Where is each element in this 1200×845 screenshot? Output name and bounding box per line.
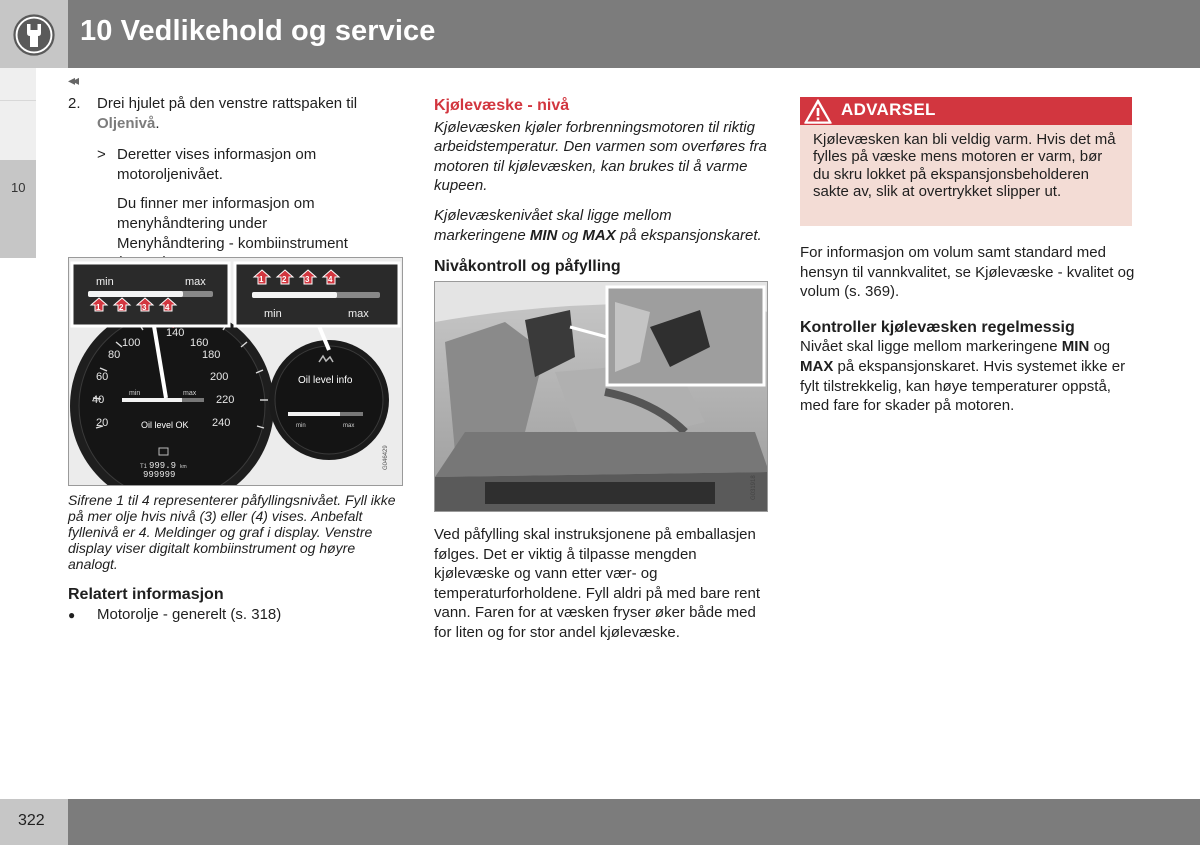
speed-label-200: 200: [210, 371, 229, 383]
callout-left-min: min: [96, 276, 114, 288]
menu-info-text[interactable]: Du finner mer informasjon om menyhåndtering under Menyhåndtering - kombiinstrument: [117, 195, 348, 252]
inner-min-label: min: [129, 390, 141, 397]
callout-left-fill: [88, 291, 183, 297]
page-number: 322: [18, 812, 45, 829]
bullet-icon: ●: [68, 608, 76, 622]
level-text-b: på ekspansjonskaret.: [619, 226, 762, 244]
check-max: MAX: [800, 357, 834, 375]
speed-label-40: 40: [92, 394, 105, 406]
level-marker-3: 3: [142, 303, 147, 312]
coolant-heading: Kjølevæske - nivå: [434, 97, 570, 114]
speed-label-20: 20: [96, 417, 109, 429]
round-min-label: min: [296, 423, 306, 429]
callout-right-min: min: [264, 308, 282, 320]
inner-max-label: max: [183, 390, 197, 397]
related-info-heading: Relatert informasjon: [68, 586, 224, 603]
coolant-level-text: [434, 206, 764, 245]
digital-level-callout: [72, 263, 229, 326]
coolant-quality-info[interactable]: For informasjon om volum samt standard med hensyn til vannkvalitet, se Kjølevæske - kvalitet og volum (s. 369).: [800, 244, 1135, 301]
round-level-fill: [288, 412, 340, 416]
speed-label-100: 100: [122, 337, 141, 349]
callout-right-max: max: [348, 308, 369, 320]
check-text-b: på ekspansjonskaret. Hvis systemet ikke er fylt tilstrekkelig, kan høye temperaturer oppstå, med fare for skader på motoren.: [800, 357, 1126, 415]
trip-unit: km: [180, 464, 187, 470]
side-divider: [0, 100, 36, 101]
figure-caption: Sifrene 1 til 4 representerer påfyllingsnivået. Fyll ikke på mer olje hvis nivå (3) eller (4) vises. Anbefalt fyllenivå er 4. Meldinger og graf i display. Venstre display viser digitalt kombiinstrument og høyre analogt.: [68, 492, 396, 572]
chapter-tab[interactable]: [0, 160, 36, 258]
column-left: [68, 94, 403, 273]
sub-step: [68, 145, 403, 184]
level-marker-1: 1: [259, 275, 264, 284]
level-text-a: Kjølevæskenivået skal ligge mellom markeringene: [434, 206, 672, 244]
column-middle: [434, 94, 770, 277]
level-marker-3: 3: [305, 275, 310, 284]
engine-bay-figure: [434, 281, 768, 512]
warning-text: Kjølevæsken kan bli veldig varm. Hvis det må fylles på væske mens motoren er varm, bør du skru lokket på ekspansjonsbeholderen sakte av, slik at overtrykket slipper ut.: [813, 131, 1116, 201]
instrument-figure: [68, 257, 403, 486]
callout-right-fill: [252, 292, 337, 298]
instrument-illustration: [69, 258, 402, 485]
analog-level-callout: [235, 263, 399, 326]
coolant-intro: Kjølevæsken kjøler forbrenningsmotoren til riktig arbeidstemperatur. Den varmen som overføres fra motoren til kjølevæsken, kan brukes til å varme kupeen.: [434, 118, 767, 195]
sub-step-text: Deretter vises informasjon om motoroljenivået.: [117, 146, 317, 183]
regular-check-text: [800, 337, 1135, 415]
level-marker-2: 2: [119, 303, 124, 312]
speed-label-220: 220: [216, 394, 235, 406]
chapter-icon-box: [0, 0, 68, 68]
oil-level-link[interactable]: Oljenivå: [97, 114, 156, 132]
check-text-a: Nivået skal ligge mellom markeringene: [800, 338, 1058, 356]
radiator-frame: [435, 432, 768, 477]
filling-instructions: Ved påfylling skal instruksjonene på emballasjen følges. Det er viktig å tilpasse mengden kjølevæske og vann etter vær- og temperaturforholdene. Fyll aldri på med bare rent vann. Faren for at væsken fryser øker både med for liten og for stor andel kjølevæske.: [434, 526, 761, 641]
step-text: [97, 94, 357, 133]
warning-header: [800, 97, 1132, 125]
warning-label: ADVARSEL: [841, 100, 936, 119]
column-right: [800, 243, 1135, 416]
speed-label-140: 140: [166, 327, 185, 339]
step-item: [68, 94, 403, 133]
analog-info-display: [269, 340, 389, 460]
column-middle-body: [434, 525, 770, 643]
level-og: og: [561, 226, 579, 244]
regular-check-heading: Kontroller kjølevæsken regelmessig: [800, 318, 1075, 336]
odometer-value: 999999: [143, 470, 176, 480]
related-link[interactable]: Motorolje - generelt (s. 318): [97, 606, 282, 623]
callout-left-max: max: [185, 276, 206, 288]
warning-triangle-icon: [803, 98, 833, 125]
result-marker: >: [97, 146, 106, 164]
trip-value: 999.9: [149, 461, 177, 471]
speed-label-160: 160: [190, 337, 209, 349]
footer-bar: [68, 799, 1200, 845]
level-marker-4: 4: [165, 303, 170, 312]
warning-box: [800, 97, 1132, 226]
chapter-title: 10 Vedlikehold og service: [80, 15, 436, 47]
level-marker-4: 4: [328, 275, 333, 284]
level-marker-1: 1: [96, 303, 101, 312]
check-og: og: [1093, 338, 1111, 356]
level-min: MIN: [529, 226, 558, 244]
level-max: MAX: [582, 226, 616, 244]
figure-code: G046429: [383, 445, 389, 470]
check-min: MIN: [1061, 338, 1090, 356]
grille: [485, 482, 715, 504]
step-text-end: .: [155, 114, 160, 132]
oil-level-ok-text: Oil level OK: [141, 420, 189, 430]
speed-label-80: 80: [108, 349, 121, 361]
wrench-icon: [13, 14, 55, 56]
speed-label-240: 240: [212, 417, 231, 429]
back-arrows-icon[interactable]: ◂◂: [68, 72, 77, 88]
oil-level-info-text: Oil level info: [298, 375, 353, 386]
speed-label-180: 180: [202, 349, 221, 361]
trip-label: T1: [140, 464, 148, 470]
speed-label-60: 60: [96, 371, 109, 383]
level-marker-2: 2: [282, 275, 287, 284]
level-check-heading: Nivåkontroll og påfylling: [434, 258, 621, 276]
analog-speedometer: [70, 304, 274, 485]
inner-level-fill: [122, 398, 182, 402]
round-max-label: max: [343, 423, 355, 429]
step-number: 2.: [68, 95, 81, 112]
figure-code: G031918: [751, 475, 757, 500]
chapter-tab-number: 10: [11, 180, 26, 195]
step-text-main: Drei hjulet på den venstre rattspaken til: [97, 95, 358, 112]
engine-bay-illustration: [435, 282, 768, 512]
related-list-item[interactable]: [68, 606, 281, 625]
